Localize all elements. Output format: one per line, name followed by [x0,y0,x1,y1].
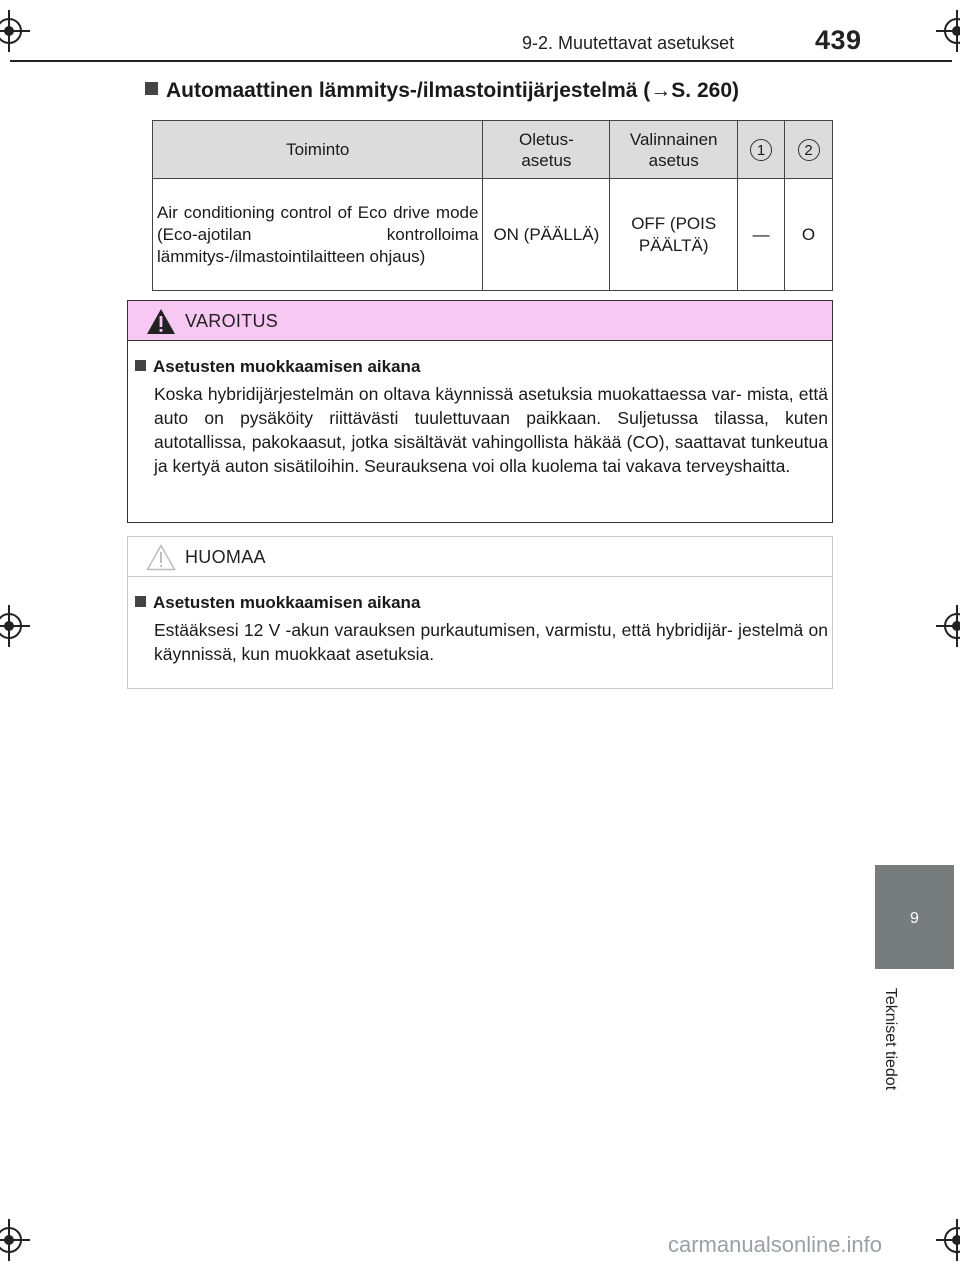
cell-default: ON (PÄÄLLÄ) [483,179,610,291]
table-row [153,179,833,291]
chapter-number: 9 [910,910,919,927]
settings-table [152,120,833,291]
notice-header [128,537,832,577]
section-heading [145,79,739,103]
cell-feature: Air conditioning control of Eco drive mode (Eco-ajotilan kontrolloima lämmitys-/ilmastointilaitteen ohjaus) [153,179,483,291]
registration-mark-icon [0,1227,22,1253]
column-header-method-1 [738,121,785,179]
notice-box [127,536,833,689]
registration-mark-icon [944,18,960,44]
notice-title: HUOMAA [185,547,266,567]
cell-method-2: O [785,179,833,291]
registration-mark-icon [0,18,22,44]
column-header-method-2 [785,121,833,179]
section-heading-text: Automaattinen lämmitys-/ilmastointijärjestelmä (→S. 260) [166,79,739,102]
notice-body: Estääksesi 12 V -akun varauksen purkautumisen, varmistu, että hybridijär- jestelmä on käynnissä, kun muokkaat asetuksia. [154,620,828,664]
square-bullet-icon [135,596,146,607]
warning-header [128,301,832,341]
warning-subheading-text: Asetusten muokkaamisen aikana [153,357,421,376]
column-header-function: Toiminto [153,121,483,179]
column-header-default: Oletus- asetus [483,121,610,179]
circled-two-icon: 2 [798,139,820,161]
caution-triangle-icon [146,544,176,571]
warning-title: VAROITUS [185,311,279,331]
header-section-title: 9-2. Muutettavat asetukset [522,33,735,53]
warning-subheading [135,357,420,377]
page-number: 439 [815,25,862,55]
notice-subheading [135,593,420,613]
warning-triangle-icon [146,308,176,335]
header-rule [10,60,952,62]
cell-method-1: — [738,179,785,291]
square-bullet-icon [135,360,146,371]
warning-box [127,300,833,523]
square-bullet-icon [145,82,158,95]
registration-mark-icon [944,613,960,639]
registration-mark-icon [0,613,22,639]
registration-mark-icon [944,1227,960,1253]
circled-one-icon: 1 [750,139,772,161]
chapter-label: Tekniset tiedot [882,987,899,1091]
footer-watermark: carmanualsonline.info [668,1232,883,1257]
warning-body: Koska hybridijärjestelmän on oltava käynnissä asetuksia muokattaessa var- mista, että auto on pysäköity riittävästi tuulettuvaan paikkaan. Suljetussa tilassa, kuten autotallissa, pakokaasut, jotka sisältävät vahingollista häkää (CO), saattavat tunkeutua ja kertyä auton sisätiloihin. Seurauksena voi olla kuolema tai vakava terveyshaitta. [154,384,828,476]
table-header-row [153,121,833,179]
notice-subheading-text: Asetusten muokkaamisen aikana [153,593,421,612]
column-header-optional: Valinnainen asetus [610,121,738,179]
cell-optional: OFF (POIS PÄÄLTÄ) [610,179,738,291]
